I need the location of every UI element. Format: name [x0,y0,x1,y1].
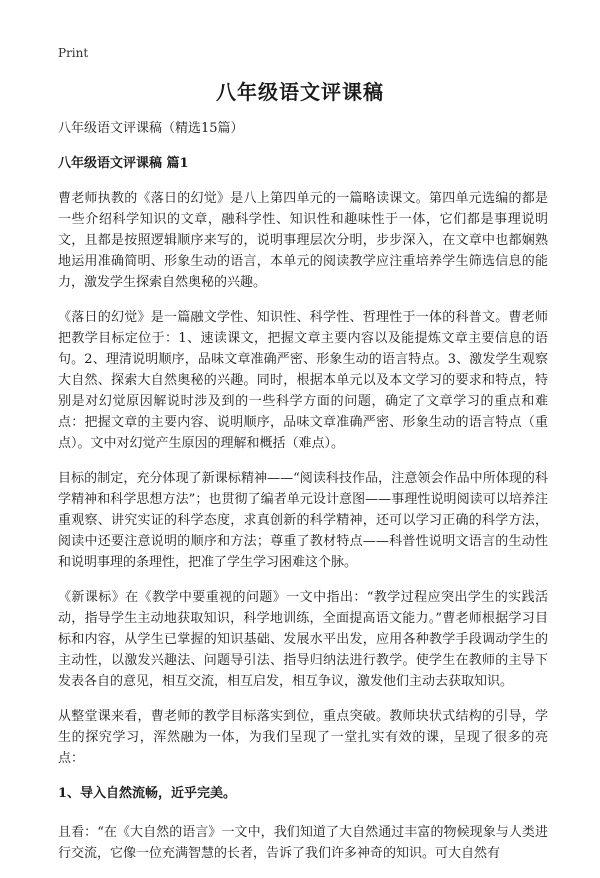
paragraph-5: 从整堂课来看，曹老师的教学目标落实到位，重点突破。教师块状式结构的引导，学生的探究学习，浑然融为一体，为我们呈现了一堂扎实有效的课，呈现了很多的亮点： [58,709,548,766]
sub-heading-1: 1、导入自然流畅，近乎完美。 [58,786,237,801]
paragraph-3: 目标的制定，充分体现了新课标精神——“阅读科技作品，注意领会作品中所体现的科学精神和科学思想方法”；也贯彻了编者单元设计意图——事理性说明阅读可以培养注重观察、讲究实证的科学态度，求真创新的科学精神，还可以学习正确的科学方法，阅读中还要注意说明的顺序和方法；尊重了教材特点——科普性说明文语言的生动性和说明事理的条理性，把准了学生学习困难这个脉。 [58,471,548,570]
section-heading: 八年级语文评课稿 篇1 [58,156,189,171]
paragraph-4: 《新课标》在《教学中要重视的问题》一文中指出：“教学过程应突出学生的实践活动，指导学生主动地获取知识，科学地训练，全面提高语文能力。”曹老师根据学习目标和内容，从学生已掌握的知识基础、发展水平出发，应用各种教学手段调动学生的主动性，以激发兴趣法、问题导引法、指导归纳法进行教学。使学生在教师的主导下发表各自的意见，相互交流，相互启发，相互争议，激发他们主动去获取知识。 [58,590,548,689]
document-body [58,118,548,878]
document-title: 八年级语文评课稿 [216,80,384,104]
paragraph-6: 且看：“在《大自然的语言》一文中，我们知道了大自然通过丰富的物候现象与人类进行交流，它像一位充满智慧的长者，告诉了我们许多神奇的知识。可大自然有 [58,825,548,861]
paragraph-1: 曹老师执教的《落日的幻觉》是八上第四单元的一篇略读课文。第四单元选编的都是一些介绍科学知识的文章，融科学性、知识性和趣味性于一体，它们都是事理说明文，且都是按照逻辑顺序来写的，说明事理层次分明，步步深入，在文章中也都娴熟地运用准确简明、形象生动的语言，本单元的阅读教学应注重培养学生筛选信息的能力，激发学生探索自然奥秘的兴趣。 [58,191,548,290]
document-subtitle: 八年级语文评课稿（精选15篇） [58,121,244,136]
paragraph-2: 《落日的幻觉》是一篇融文学性、知识性、科学性、哲理性于一体的科普文。曹老师把教学目标定位于：1、速读课文，把握文章主要内容以及能提炼文章主要信息的语句。2、理清说明顺序，品味文章准确严密、形象生动的语言特点。3、激发学生观察大自然、探索大自然奥秘的兴趣。同时，根据本单元以及本文学习的要求和特点，特别是对幻觉原因解说时涉及到的一些科学方面的问题，确定了文章学习的重点和难点：把握文章的主要内容、说明顺序，品味文章准确严密、形象生动的语言特点（重点）。文中对幻觉产生原因的理解和概括（难点）。 [58,310,548,451]
print-link[interactable]: Print [58,46,89,60]
